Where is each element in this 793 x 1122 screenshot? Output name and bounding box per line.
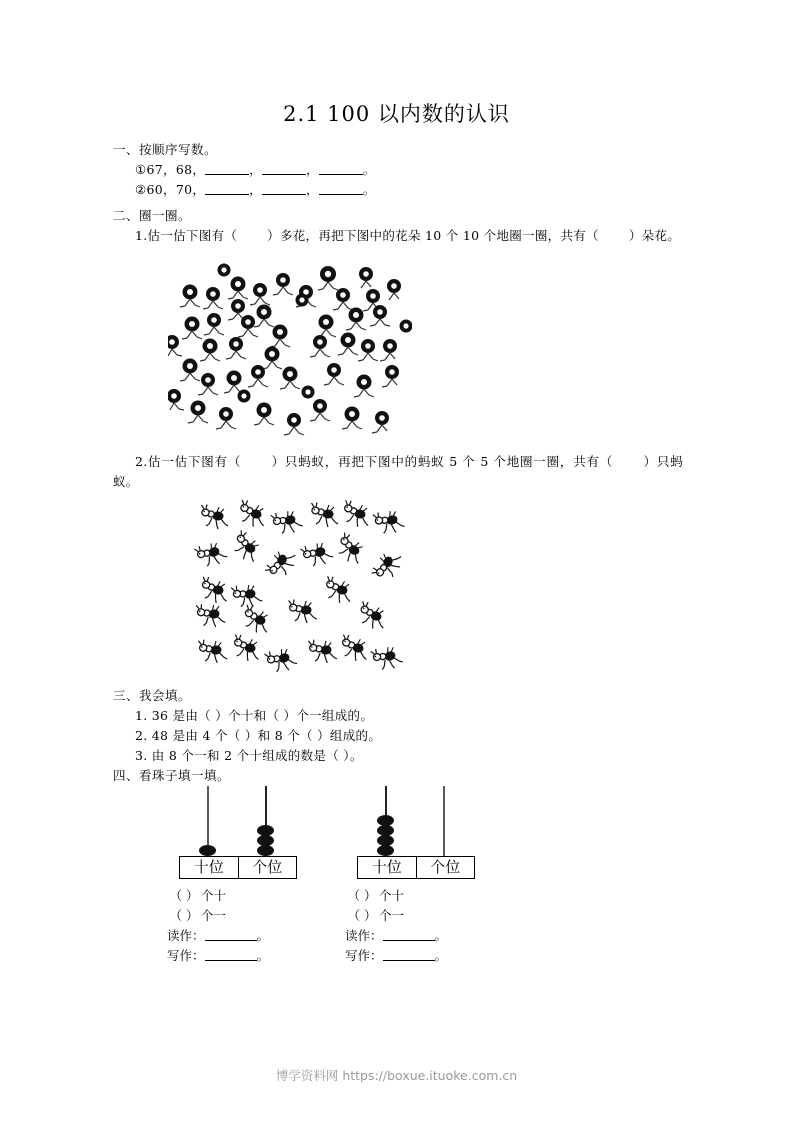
item-terminator: 。 [362,162,376,177]
bead [257,825,274,836]
item-prefix: 60，70， [146,182,206,197]
answer-paren[interactable]: （ ） [169,908,199,923]
abacus-right-answers [345,886,555,966]
question-text-c: ）只蚂蚁。 [113,454,683,489]
read-label: 读作： [345,928,383,943]
abacus-area [113,786,683,976]
section-two [113,206,683,246]
item-sep: ， [249,162,262,177]
site-name: 博学资料网 [275,1068,339,1083]
section-four [113,766,683,786]
item-sep: ， [305,182,319,197]
place-value-box [179,856,297,879]
answer-blank[interactable] [205,183,249,195]
answer-blank[interactable] [262,183,306,195]
item-marker: ② [135,182,147,197]
place-cell-ones: 个位 [416,857,475,878]
tens-count-line[interactable] [345,886,555,906]
section-three-item-1[interactable]: 1. 36 是由（ ）个十和（ ）个一组成的。 [135,708,374,723]
answer-blank[interactable] [383,929,435,941]
bead [377,845,394,856]
ones-rod [443,786,445,858]
question-text-b: ）只蚂蚁，再把下图中的蚂蚁 5 个 5 个地圈一圈，共有（ [271,454,614,469]
site-url: https://boxue.ituoke.com.cn [342,1068,518,1083]
place-cell-tens: 十位 [193,858,224,876]
footer-watermark [0,1066,793,1084]
section-three [113,686,683,766]
period: 。 [256,948,270,963]
bead [257,845,274,856]
answer-paren[interactable]: （ ） [347,888,377,903]
bead [377,835,394,846]
period: 。 [434,928,448,943]
period: 。 [256,928,270,943]
place-cell-ones: 个位 [238,857,297,878]
question-text-a: 估一估下图有（ [147,228,238,243]
ones-count-line[interactable] [345,906,555,926]
write-as-line[interactable] [345,946,555,966]
question-number: 1. [135,228,148,243]
bead [377,815,394,826]
answer-blank[interactable] [383,949,435,961]
section-three-item-3[interactable]: 3. 由 8 个一和 2 个十组成的数是（ ）。 [135,748,363,763]
write-label: 写作： [167,948,205,963]
section-two-question-1 [113,226,683,246]
answer-blank[interactable] [319,163,363,175]
item-sep: ， [305,162,319,177]
section-three-item-2[interactable]: 2. 48 是由 4 个（ ）和 8 个（ ）组成的。 [135,728,382,743]
section-three-heading: 三、我会填。 [113,688,192,703]
section-one-heading: 一、按顺序写数。 [113,142,218,157]
answer-paren[interactable]: （ ） [347,908,377,923]
period: 。 [434,948,448,963]
write-label: 写作： [345,948,383,963]
answer-blank[interactable] [205,949,257,961]
abacus-right-frame [357,786,475,874]
item-sep: ， [249,182,262,197]
section-one-item-1 [113,160,683,180]
ones-unit-label: 个一 [379,908,405,923]
abacus-right [321,786,551,976]
question-text-a: 估一估下图有（ [147,454,242,469]
answer-blank[interactable] [262,163,306,175]
bead [257,835,274,846]
answer-blank[interactable] [205,163,249,175]
ones-unit-label: 个一 [201,908,227,923]
abacus-left-frame [179,786,297,874]
place-cell-tens: 十位 [371,858,402,876]
section-two-heading: 二、圈一圈。 [113,208,192,223]
ants-illustration [194,498,409,676]
bead [377,825,394,836]
item-terminator: 。 [362,182,376,197]
item-prefix: 67，68， [146,162,206,177]
section-two-q2-block [113,452,683,492]
read-as-line[interactable] [345,926,555,946]
read-label: 读作： [167,928,205,943]
section-one [113,140,683,200]
answer-paren[interactable]: （ ） [169,888,199,903]
question-number: 2. [135,454,148,469]
flowers-illustration [168,262,412,444]
bead [199,845,216,856]
page-title: 2.1 100 以内数的认识 [283,102,510,126]
section-four-heading: 四、看珠子填一填。 [113,768,231,783]
tens-unit-label: 个十 [379,888,405,903]
tens-unit-label: 个十 [201,888,227,903]
question-text-b: ）多花，再把下图中的花朵 10 个 10 个地圈一圈，共有（ [267,228,599,243]
answer-blank[interactable] [319,183,363,195]
answer-blank[interactable] [205,929,257,941]
section-one-item-2 [113,180,683,200]
place-value-box [357,856,475,879]
section-two-question-2 [113,452,683,492]
question-text-c: ）朵花。 [628,228,681,243]
item-marker: ① [135,162,147,177]
